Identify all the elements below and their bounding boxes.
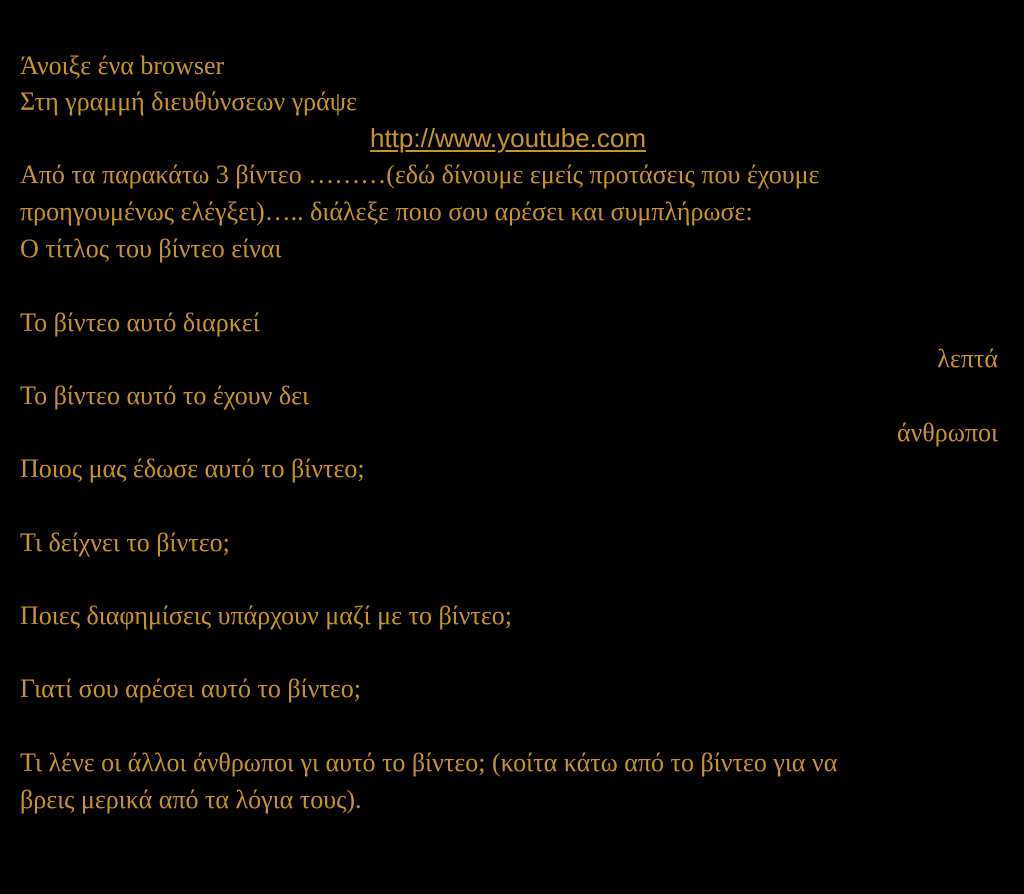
instruction-line-2: προηγουμένως ελέγξει)….. διάλεξε ποιο σου αρέσει και συμπλήρωσε: xyxy=(20,197,753,226)
unit-minutes: λεπτά xyxy=(937,344,998,373)
question-uploader: Ποιος μας έδωσε αυτό το βίντεο; xyxy=(20,454,365,483)
question-comments-line-1: Τι λένε οι άλλοι άνθρωποι γι αυτό το βίντεο; (κοίτα κάτω από το βίντεο για να xyxy=(20,748,838,777)
question-title: Ο τίτλος του βίντεο είναι xyxy=(20,234,282,263)
question-why: Γιατί σου αρέσει αυτό το βίντεο; xyxy=(20,674,361,703)
step-type-address: Στη γραμμή διευθύνσεων γράψε xyxy=(20,87,357,116)
question-duration: Το βίντεο αυτό διαρκεί xyxy=(20,308,260,337)
step-open-browser: Άνοιξε ένα browser xyxy=(20,51,225,80)
unit-people: άνθρωποι xyxy=(896,418,998,447)
question-ads: Ποιες διαφημίσεις υπάρχουν μαζί με το βίντεο; xyxy=(20,601,513,630)
youtube-link[interactable]: http://www.youtube.com xyxy=(369,123,647,153)
question-comments-line-2: βρεις μερικά από τα λόγια τους). xyxy=(20,785,362,814)
question-views: Το βίντεο αυτό το έχουν δει xyxy=(20,381,310,410)
question-content: Τι δείχνει το βίντεο; xyxy=(20,528,230,557)
url-line xyxy=(0,120,1016,157)
instruction-line-1: Από τα παρακάτω 3 βίντεο ………(εδώ δίνουμε εμείς προτάσεις που έχουμε xyxy=(20,160,820,189)
